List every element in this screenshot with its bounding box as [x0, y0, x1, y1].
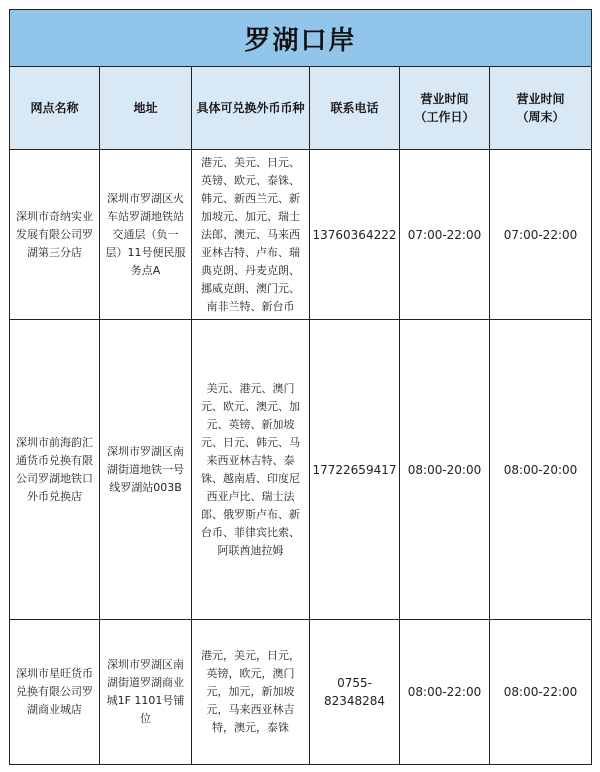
header-hours-weekday-line1: 营业时间 — [420, 92, 469, 106]
row-3-address: 深圳市罗湖区南湖街道罗湖商业城1F 1101号铺位 — [100, 620, 192, 765]
row-3-phone: 0755-82348284 — [310, 620, 400, 765]
row-2-name: 深圳市前海韵汇通货币兑换有限公司罗湖地铁口外币兑换店 — [10, 320, 100, 620]
table-row — [10, 620, 592, 765]
row-2-currencies: 美元、港元、澳门元、欧元、澳元、加元、英镑、新加坡元、日元、韩元、马来西亚林吉特、泰铢、越南盾、印度尼西亚卢比、瑞士法郎、俄罗斯卢布、新台币、菲律宾比索、阿联酋迪拉姆 — [192, 320, 310, 620]
header-hours-weekday-line2: （工作日） — [414, 110, 475, 124]
row-1-hours-weekend: 07:00-22:00 — [490, 150, 592, 320]
row-1-currencies: 港元、美元、日元、英镑、欧元、泰铢、韩元、新西兰元、新加坡元、加元、瑞士法郎、澳元、马来西亚林吉特、卢布、瑞典克朗、丹麦克朗、挪威克朗、澳门元、南非兰特、新台币 — [192, 150, 310, 320]
row-2-address: 深圳市罗湖区南湖街道地铁一号线罗湖站003B — [100, 320, 192, 620]
header-phone: 联系电话 — [310, 67, 400, 150]
exchange-table — [9, 9, 592, 765]
row-2-phone: 17722659417 — [310, 320, 400, 620]
table-row — [10, 320, 592, 620]
header-address: 地址 — [100, 67, 192, 150]
table-title: 罗湖口岸 — [10, 10, 592, 67]
row-3-hours-weekend: 08:00-22:00 — [490, 620, 592, 765]
row-1-hours-weekday: 07:00-22:00 — [400, 150, 490, 320]
row-3-name: 深圳市星旺货币兑换有限公司罗湖商业城店 — [10, 620, 100, 765]
row-1-address: 深圳市罗湖区火车站罗湖地铁站交通层（负一层）11号便民服务点A — [100, 150, 192, 320]
row-3-hours-weekday: 08:00-22:00 — [400, 620, 490, 765]
row-2-hours-weekday: 08:00-20:00 — [400, 320, 490, 620]
header-name: 网点名称 — [10, 67, 100, 150]
header-hours-weekend — [490, 67, 592, 150]
row-1-phone: 13760364222 — [310, 150, 400, 320]
header-hours-weekend-line1: 营业时间 — [516, 92, 565, 106]
row-1-name: 深圳市奇纳实业发展有限公司罗湖第三分店 — [10, 150, 100, 320]
header-hours-weekend-line2: （周末） — [516, 110, 565, 124]
header-row — [10, 67, 592, 150]
header-hours-weekday — [400, 67, 490, 150]
table-row — [10, 150, 592, 320]
row-3-currencies: 港元，美元，日元，英镑，欧元，澳门元，加元，新加坡元，马来西亚林吉特，澳元，泰铢 — [192, 620, 310, 765]
header-currencies: 具体可兑换外币币种 — [192, 67, 310, 150]
row-2-hours-weekend: 08:00-20:00 — [490, 320, 592, 620]
